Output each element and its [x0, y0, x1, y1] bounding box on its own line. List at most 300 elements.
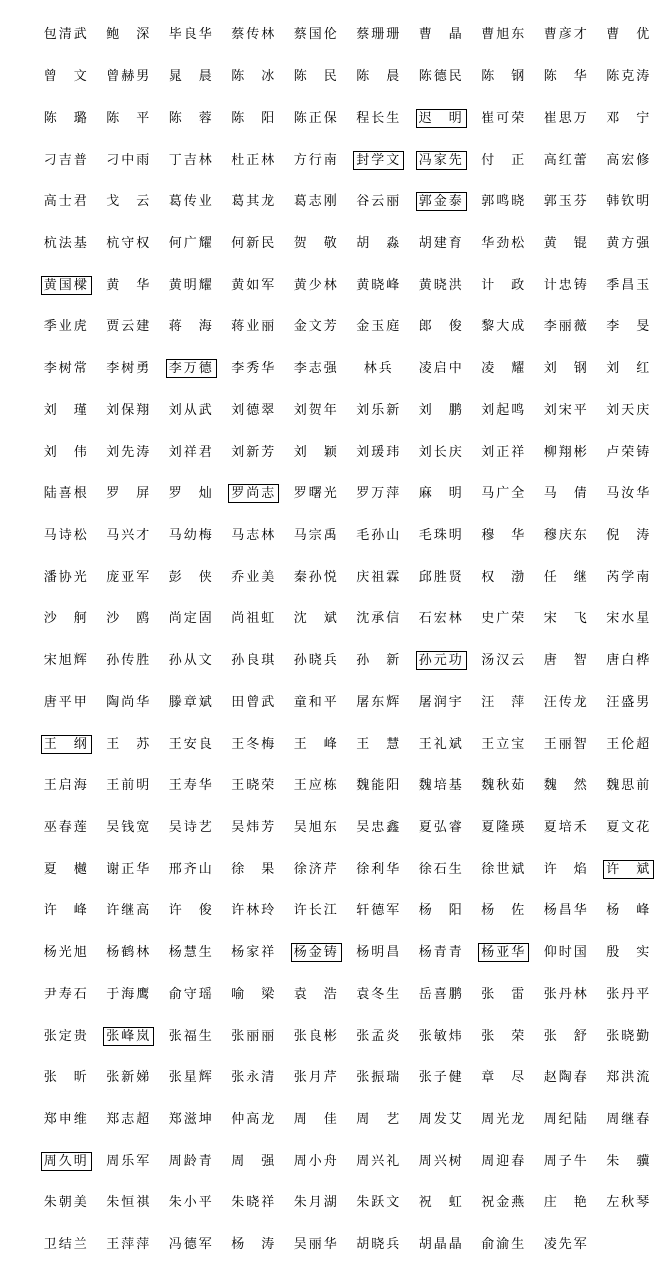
name-item[interactable]: 陈 平 — [106, 110, 152, 126]
name-item[interactable]: 刁中雨 — [106, 152, 152, 168]
name-item[interactable]: 谢正华 — [106, 861, 152, 877]
name-item[interactable]: 夏文花 — [606, 820, 652, 836]
name-item[interactable]: 魏思前 — [606, 778, 652, 794]
name-item[interactable]: 黄明耀 — [168, 277, 214, 293]
name-item[interactable]: 殷 实 — [606, 945, 652, 961]
name-item[interactable]: 贺 敬 — [293, 235, 339, 251]
name-item[interactable]: 张星辉 — [168, 1070, 214, 1086]
name-item[interactable]: 夏培禾 — [543, 820, 589, 836]
name-item-selected[interactable]: 杨亚华 — [478, 943, 529, 962]
name-item[interactable]: 张 昕 — [43, 1070, 89, 1086]
name-item[interactable]: 蔡传林 — [231, 27, 277, 43]
name-item[interactable]: 王前明 — [106, 778, 152, 794]
name-item[interactable]: 宋旭辉 — [43, 653, 89, 669]
name-item[interactable]: 黄晓洪 — [418, 277, 464, 293]
name-item[interactable]: 程长生 — [356, 110, 402, 126]
name-item[interactable]: 周兴礼 — [356, 1153, 402, 1169]
name-item[interactable]: 高红蕾 — [543, 152, 589, 168]
name-item[interactable]: 童和平 — [293, 694, 339, 710]
name-item-selected[interactable]: 孙元功 — [416, 651, 467, 670]
name-item[interactable]: 仲高龙 — [231, 1112, 277, 1128]
name-item[interactable]: 朱恒祺 — [106, 1195, 152, 1211]
name-item[interactable]: 黄 锟 — [543, 235, 589, 251]
name-item[interactable]: 孙传胜 — [106, 653, 152, 669]
name-item[interactable]: 罗 屏 — [106, 486, 152, 502]
name-item[interactable]: 黄晓峰 — [356, 277, 402, 293]
name-item[interactable]: 郭鸣晓 — [481, 194, 527, 210]
name-item[interactable]: 王立宝 — [481, 736, 527, 752]
name-item[interactable]: 俞守瑶 — [168, 986, 214, 1002]
name-item[interactable]: 徐利华 — [356, 861, 402, 877]
name-item[interactable]: 罗曙光 — [293, 486, 339, 502]
name-item[interactable]: 杨昌华 — [543, 903, 589, 919]
name-item[interactable]: 曾 文 — [43, 69, 89, 85]
name-item[interactable]: 吴忠鑫 — [356, 820, 402, 836]
name-item[interactable]: 陈 晨 — [356, 69, 402, 85]
name-item[interactable]: 曹 优 — [606, 27, 652, 43]
name-item[interactable]: 马志林 — [231, 527, 277, 543]
name-item[interactable]: 陈克涛 — [606, 69, 652, 85]
name-item[interactable]: 季昌玉 — [606, 277, 652, 293]
name-item[interactable]: 周 佳 — [293, 1112, 339, 1128]
name-item[interactable]: 石宏林 — [418, 611, 464, 627]
name-item[interactable]: 于海鹰 — [106, 986, 152, 1002]
name-item[interactable]: 吴钱宽 — [106, 820, 152, 836]
name-item[interactable]: 左秋琴 — [606, 1195, 652, 1211]
name-item-selected[interactable]: 王 纲 — [41, 735, 92, 754]
name-item[interactable]: 陆喜根 — [43, 486, 89, 502]
name-item[interactable]: 仰时国 — [543, 945, 589, 961]
name-item[interactable]: 黎大成 — [481, 319, 527, 335]
name-item[interactable]: 马兴才 — [106, 527, 152, 543]
name-item[interactable]: 尚定固 — [168, 611, 214, 627]
name-item[interactable]: 张丽丽 — [231, 1028, 277, 1044]
name-item[interactable]: 郭玉芬 — [543, 194, 589, 210]
name-item[interactable]: 周纪陆 — [543, 1112, 589, 1128]
name-item[interactable]: 曹彦才 — [543, 27, 589, 43]
name-item[interactable]: 魏能阳 — [356, 778, 402, 794]
name-item[interactable]: 何广耀 — [168, 235, 214, 251]
name-item[interactable]: 王萍萍 — [106, 1237, 152, 1253]
name-item[interactable]: 晁 晨 — [168, 69, 214, 85]
name-item[interactable]: 张月芹 — [293, 1070, 339, 1086]
name-item-selected[interactable]: 封学文 — [353, 151, 404, 170]
name-item[interactable]: 戈 云 — [106, 194, 152, 210]
name-item[interactable]: 凌 耀 — [481, 361, 527, 377]
name-item[interactable]: 尹寿石 — [43, 986, 89, 1002]
name-item[interactable]: 庞亚军 — [106, 569, 152, 585]
name-item[interactable]: 庄 艳 — [543, 1195, 589, 1211]
name-item[interactable]: 丁吉林 — [168, 152, 214, 168]
name-item[interactable]: 黄方强 — [606, 235, 652, 251]
name-item[interactable]: 许 峰 — [43, 903, 89, 919]
name-item-selected[interactable]: 许 斌 — [603, 860, 654, 879]
name-item[interactable]: 杭守权 — [106, 235, 152, 251]
name-item[interactable]: 谷云丽 — [356, 194, 402, 210]
name-item[interactable]: 张丹平 — [606, 986, 652, 1002]
name-item[interactable]: 付 正 — [481, 152, 527, 168]
name-item[interactable]: 黄 华 — [106, 277, 152, 293]
name-item[interactable]: 夏弘睿 — [418, 820, 464, 836]
name-item[interactable]: 崔思万 — [543, 110, 589, 126]
name-item[interactable]: 张新娣 — [106, 1070, 152, 1086]
name-item[interactable]: 俞渝生 — [481, 1237, 527, 1253]
name-item[interactable]: 林兵 — [363, 361, 394, 377]
name-item[interactable]: 秦孙悦 — [293, 569, 339, 585]
name-item[interactable]: 杜正林 — [231, 152, 277, 168]
name-item[interactable]: 黄少林 — [293, 277, 339, 293]
name-item[interactable]: 黄如军 — [231, 277, 277, 293]
name-item[interactable]: 马 倩 — [543, 486, 589, 502]
name-item[interactable]: 祝 虹 — [418, 1195, 464, 1211]
name-item-selected[interactable]: 迟 明 — [416, 109, 467, 128]
name-item[interactable]: 蒋业丽 — [231, 319, 277, 335]
name-item[interactable]: 吴丽华 — [293, 1237, 339, 1253]
name-item[interactable]: 孙从文 — [168, 653, 214, 669]
name-item[interactable]: 宋水星 — [606, 611, 652, 627]
name-item[interactable]: 权 渤 — [481, 569, 527, 585]
name-item[interactable]: 唐 智 — [543, 653, 589, 669]
name-item[interactable]: 朱 骥 — [606, 1153, 652, 1169]
name-item[interactable]: 周 艺 — [356, 1112, 402, 1128]
name-item[interactable]: 刘 钢 — [543, 361, 589, 377]
name-item[interactable]: 杨青青 — [418, 945, 464, 961]
name-item[interactable]: 葛传业 — [168, 194, 214, 210]
name-item[interactable]: 胡晶晶 — [418, 1237, 464, 1253]
name-item[interactable]: 高宏修 — [606, 152, 652, 168]
name-item[interactable]: 孙 新 — [356, 653, 402, 669]
name-item[interactable]: 孙良琪 — [231, 653, 277, 669]
name-item[interactable]: 王冬梅 — [231, 736, 277, 752]
name-item[interactable]: 杨家祥 — [231, 945, 277, 961]
name-item-selected[interactable]: 张峰岚 — [103, 1027, 154, 1046]
name-item[interactable]: 邢齐山 — [168, 861, 214, 877]
name-item[interactable]: 马幼梅 — [168, 527, 214, 543]
name-item[interactable]: 杨 涛 — [231, 1237, 277, 1253]
name-item[interactable]: 胡 淼 — [356, 235, 402, 251]
name-item[interactable]: 王晓荣 — [231, 778, 277, 794]
name-item[interactable]: 周发艾 — [418, 1112, 464, 1128]
name-item[interactable]: 张敏炜 — [418, 1028, 464, 1044]
name-item[interactable]: 郑志超 — [106, 1112, 152, 1128]
name-item[interactable]: 朱跃文 — [356, 1195, 402, 1211]
name-item[interactable]: 邓 宁 — [606, 110, 652, 126]
name-item[interactable]: 巫春莲 — [43, 820, 89, 836]
name-item[interactable]: 刘起鸣 — [481, 402, 527, 418]
name-item[interactable]: 王丽智 — [543, 736, 589, 752]
name-item[interactable]: 刘先涛 — [106, 444, 152, 460]
name-item[interactable]: 王安良 — [168, 736, 214, 752]
name-item[interactable]: 章 尽 — [481, 1070, 527, 1086]
name-item[interactable]: 麻 明 — [418, 486, 464, 502]
name-item[interactable]: 魏 然 — [543, 778, 589, 794]
name-item[interactable]: 陶尚华 — [106, 694, 152, 710]
name-item[interactable]: 王启海 — [43, 778, 89, 794]
name-item[interactable]: 袁冬生 — [356, 986, 402, 1002]
name-item-selected[interactable]: 郭金泰 — [416, 192, 467, 211]
name-item[interactable]: 杨明昌 — [356, 945, 402, 961]
name-item[interactable]: 沈承信 — [356, 611, 402, 627]
name-item[interactable]: 喻 梁 — [231, 986, 277, 1002]
name-item[interactable]: 芮学南 — [606, 569, 652, 585]
name-item[interactable]: 马诗松 — [43, 527, 89, 543]
name-item[interactable]: 陈德民 — [418, 69, 464, 85]
name-item[interactable]: 赵陶春 — [543, 1070, 589, 1086]
name-item[interactable]: 张定贵 — [43, 1028, 89, 1044]
name-item[interactable]: 季业虎 — [43, 319, 89, 335]
name-item[interactable]: 陈 阳 — [231, 110, 277, 126]
name-item[interactable]: 周乐军 — [106, 1153, 152, 1169]
name-item[interactable]: 徐石生 — [418, 861, 464, 877]
name-item[interactable]: 王寿华 — [168, 778, 214, 794]
name-item[interactable]: 王伦超 — [606, 736, 652, 752]
name-item[interactable]: 葛志刚 — [293, 194, 339, 210]
name-item[interactable]: 包清武 — [43, 27, 89, 43]
name-item[interactable]: 汪盛男 — [606, 694, 652, 710]
name-item[interactable]: 李秀华 — [231, 361, 277, 377]
name-item[interactable]: 刘 颖 — [293, 444, 339, 460]
name-item[interactable]: 朱晓祥 — [231, 1195, 277, 1211]
name-item[interactable]: 刘长庆 — [418, 444, 464, 460]
name-item[interactable]: 郑洪流 — [606, 1070, 652, 1086]
name-item[interactable]: 许 焰 — [543, 861, 589, 877]
name-item[interactable]: 沈 斌 — [293, 611, 339, 627]
name-item[interactable]: 陈 钢 — [481, 69, 527, 85]
name-item[interactable]: 郎 俊 — [418, 319, 464, 335]
name-item[interactable]: 潘协光 — [43, 569, 89, 585]
name-item[interactable]: 刘德翠 — [231, 402, 277, 418]
name-item[interactable]: 王 苏 — [106, 736, 152, 752]
name-item[interactable]: 陈 民 — [293, 69, 339, 85]
name-item[interactable]: 李 旻 — [606, 319, 652, 335]
name-item[interactable]: 杨 阳 — [418, 903, 464, 919]
name-item[interactable]: 李志强 — [293, 361, 339, 377]
name-item[interactable]: 刁吉普 — [43, 152, 89, 168]
name-item[interactable]: 刘 伟 — [43, 444, 89, 460]
name-item[interactable]: 刘天庆 — [606, 402, 652, 418]
name-item[interactable]: 葛其龙 — [231, 194, 277, 210]
name-item[interactable]: 卢荣铸 — [606, 444, 652, 460]
name-item[interactable]: 金玉庭 — [356, 319, 402, 335]
name-item[interactable]: 周龄青 — [168, 1153, 214, 1169]
name-item[interactable]: 许继高 — [106, 903, 152, 919]
name-item[interactable]: 屠东辉 — [356, 694, 402, 710]
name-item[interactable]: 张晓勤 — [606, 1028, 652, 1044]
name-item[interactable]: 岳喜鹏 — [418, 986, 464, 1002]
name-item[interactable]: 张孟炎 — [356, 1028, 402, 1044]
name-item[interactable]: 刘正祥 — [481, 444, 527, 460]
name-item[interactable]: 徐世斌 — [481, 861, 527, 877]
name-item[interactable]: 许长江 — [293, 903, 339, 919]
name-item[interactable]: 魏秋茹 — [481, 778, 527, 794]
name-item[interactable]: 刘新芳 — [231, 444, 277, 460]
name-item[interactable]: 张 舒 — [543, 1028, 589, 1044]
name-item[interactable]: 柳翔彬 — [543, 444, 589, 460]
name-item[interactable]: 沙 鸥 — [106, 611, 152, 627]
name-item[interactable]: 夏隆瑛 — [481, 820, 527, 836]
name-item[interactable]: 田曾武 — [231, 694, 277, 710]
name-item[interactable]: 鲍 深 — [106, 27, 152, 43]
name-item-selected[interactable]: 李万德 — [166, 359, 217, 378]
name-item[interactable]: 刘保翔 — [106, 402, 152, 418]
name-item[interactable]: 刘乐新 — [356, 402, 402, 418]
name-item[interactable]: 马广全 — [481, 486, 527, 502]
name-item[interactable]: 邱胜贤 — [418, 569, 464, 585]
name-item[interactable]: 王 慧 — [356, 736, 402, 752]
name-item[interactable]: 吴旭东 — [293, 820, 339, 836]
name-item[interactable]: 张福生 — [168, 1028, 214, 1044]
name-item[interactable]: 周兴树 — [418, 1153, 464, 1169]
name-item[interactable]: 华劲松 — [481, 235, 527, 251]
name-item[interactable]: 凌启中 — [418, 361, 464, 377]
name-item[interactable]: 曾赫男 — [106, 69, 152, 85]
name-item[interactable]: 唐白桦 — [606, 653, 652, 669]
name-item[interactable]: 徐济芹 — [293, 861, 339, 877]
name-item[interactable]: 穆庆东 — [543, 527, 589, 543]
name-item[interactable]: 韩钦明 — [606, 194, 652, 210]
name-item[interactable]: 袁 浩 — [293, 986, 339, 1002]
name-item[interactable]: 何新民 — [231, 235, 277, 251]
name-item[interactable]: 唐平甲 — [43, 694, 89, 710]
name-item[interactable]: 凌先军 — [543, 1237, 589, 1253]
name-item[interactable]: 彭 侠 — [168, 569, 214, 585]
name-item[interactable]: 汪 萍 — [481, 694, 527, 710]
name-item[interactable]: 魏培基 — [418, 778, 464, 794]
name-item[interactable]: 祝金燕 — [481, 1195, 527, 1211]
name-item[interactable]: 张永清 — [231, 1070, 277, 1086]
name-item[interactable]: 崔可荣 — [481, 110, 527, 126]
name-item[interactable]: 许林玲 — [231, 903, 277, 919]
name-item[interactable]: 毛孙山 — [356, 527, 402, 543]
name-item[interactable]: 李丽薇 — [543, 319, 589, 335]
name-item[interactable]: 沙 舸 — [43, 611, 89, 627]
name-item[interactable]: 庆祖霖 — [356, 569, 402, 585]
name-item-selected[interactable]: 罗尚志 — [228, 484, 279, 503]
name-item[interactable]: 周光龙 — [481, 1112, 527, 1128]
name-item[interactable]: 毛珠明 — [418, 527, 464, 543]
name-item[interactable]: 张 荣 — [481, 1028, 527, 1044]
name-item[interactable]: 汤汉云 — [481, 653, 527, 669]
name-item[interactable]: 刘贺年 — [293, 402, 339, 418]
name-item[interactable]: 罗 灿 — [168, 486, 214, 502]
name-item[interactable]: 陈 璐 — [43, 110, 89, 126]
name-item[interactable]: 轩德军 — [356, 903, 402, 919]
name-item[interactable]: 王 峰 — [293, 736, 339, 752]
name-item[interactable]: 孙晓兵 — [293, 653, 339, 669]
name-item[interactable]: 贾云建 — [106, 319, 152, 335]
name-item[interactable]: 蔡珊珊 — [356, 27, 402, 43]
name-item[interactable]: 滕章斌 — [168, 694, 214, 710]
name-item[interactable]: 任 继 — [543, 569, 589, 585]
name-item[interactable]: 朱小平 — [168, 1195, 214, 1211]
name-item[interactable]: 卫结兰 — [43, 1237, 89, 1253]
name-item[interactable]: 计忠铸 — [543, 277, 589, 293]
name-item[interactable]: 屠润宇 — [418, 694, 464, 710]
name-item[interactable]: 刘 鹏 — [418, 402, 464, 418]
name-item-selected[interactable]: 周久明 — [41, 1152, 92, 1171]
name-item[interactable]: 周迎春 — [481, 1153, 527, 1169]
name-item[interactable]: 徐 果 — [231, 861, 277, 877]
name-item[interactable]: 穆 华 — [481, 527, 527, 543]
name-item[interactable]: 杨光旭 — [43, 945, 89, 961]
name-item[interactable]: 尚祖虹 — [231, 611, 277, 627]
name-item[interactable]: 朱月湖 — [293, 1195, 339, 1211]
name-item[interactable]: 李树勇 — [106, 361, 152, 377]
name-item[interactable]: 张丹林 — [543, 986, 589, 1002]
name-item[interactable]: 朱朝美 — [43, 1195, 89, 1211]
name-item[interactable]: 周小舟 — [293, 1153, 339, 1169]
name-item[interactable]: 罗万萍 — [356, 486, 402, 502]
name-item[interactable]: 乔业美 — [231, 569, 277, 585]
name-item[interactable]: 张良彬 — [293, 1028, 339, 1044]
name-item[interactable]: 曹旭东 — [481, 27, 527, 43]
name-item[interactable]: 汪传龙 — [543, 694, 589, 710]
name-item[interactable]: 刘祥君 — [168, 444, 214, 460]
name-item[interactable]: 刘瑗玮 — [356, 444, 402, 460]
name-item[interactable]: 蒋 海 — [168, 319, 214, 335]
name-item[interactable]: 杨 佐 — [481, 903, 527, 919]
name-item[interactable]: 吴炜芳 — [231, 820, 277, 836]
name-item[interactable]: 马宗禹 — [293, 527, 339, 543]
name-item-selected[interactable]: 冯家先 — [416, 151, 467, 170]
name-item[interactable]: 刘 瑾 — [43, 402, 89, 418]
name-item[interactable]: 毕良华 — [168, 27, 214, 43]
name-item[interactable]: 刘 红 — [606, 361, 652, 377]
name-item[interactable]: 刘从武 — [168, 402, 214, 418]
name-item[interactable]: 高士君 — [43, 194, 89, 210]
name-item[interactable]: 刘宋平 — [543, 402, 589, 418]
name-item[interactable]: 宋 飞 — [543, 611, 589, 627]
name-item[interactable]: 许 俊 — [168, 903, 214, 919]
name-item[interactable]: 杨 峰 — [606, 903, 652, 919]
name-item[interactable]: 王应栋 — [293, 778, 339, 794]
name-item[interactable]: 蔡国伦 — [293, 27, 339, 43]
name-item[interactable]: 张振瑞 — [356, 1070, 402, 1086]
name-item[interactable]: 郑申维 — [43, 1112, 89, 1128]
name-item[interactable]: 冯德军 — [168, 1237, 214, 1253]
name-item[interactable]: 吴诗艺 — [168, 820, 214, 836]
name-item[interactable]: 倪 涛 — [606, 527, 652, 543]
name-item[interactable]: 陈 冰 — [231, 69, 277, 85]
name-item[interactable]: 李树常 — [43, 361, 89, 377]
name-item[interactable]: 方行南 — [293, 152, 339, 168]
name-item[interactable]: 杨鹤林 — [106, 945, 152, 961]
name-item[interactable]: 陈 华 — [543, 69, 589, 85]
name-item[interactable]: 杨慧生 — [168, 945, 214, 961]
name-item[interactable]: 曹 晶 — [418, 27, 464, 43]
name-item[interactable]: 张子健 — [418, 1070, 464, 1086]
name-item[interactable]: 郑滋坤 — [168, 1112, 214, 1128]
name-item[interactable]: 陈 蓉 — [168, 110, 214, 126]
name-item[interactable]: 杭法基 — [43, 235, 89, 251]
name-item[interactable]: 王礼斌 — [418, 736, 464, 752]
name-item[interactable]: 金文芳 — [293, 319, 339, 335]
name-item[interactable]: 夏 樾 — [43, 861, 89, 877]
name-item[interactable]: 胡建育 — [418, 235, 464, 251]
name-item[interactable]: 张 雷 — [481, 986, 527, 1002]
name-item-selected[interactable]: 杨金铸 — [291, 943, 342, 962]
name-item[interactable]: 陈正保 — [293, 110, 339, 126]
name-item[interactable]: 周 强 — [231, 1153, 277, 1169]
name-item[interactable]: 胡晓兵 — [356, 1237, 402, 1253]
name-item-selected[interactable]: 黄国樑 — [41, 276, 92, 295]
name-item[interactable]: 马汝华 — [606, 486, 652, 502]
name-item[interactable]: 史广荣 — [481, 611, 527, 627]
name-item[interactable]: 周子牛 — [543, 1153, 589, 1169]
name-row — [35, 807, 663, 849]
name-item[interactable]: 计 政 — [481, 277, 527, 293]
name-item[interactable]: 周继春 — [606, 1112, 652, 1128]
